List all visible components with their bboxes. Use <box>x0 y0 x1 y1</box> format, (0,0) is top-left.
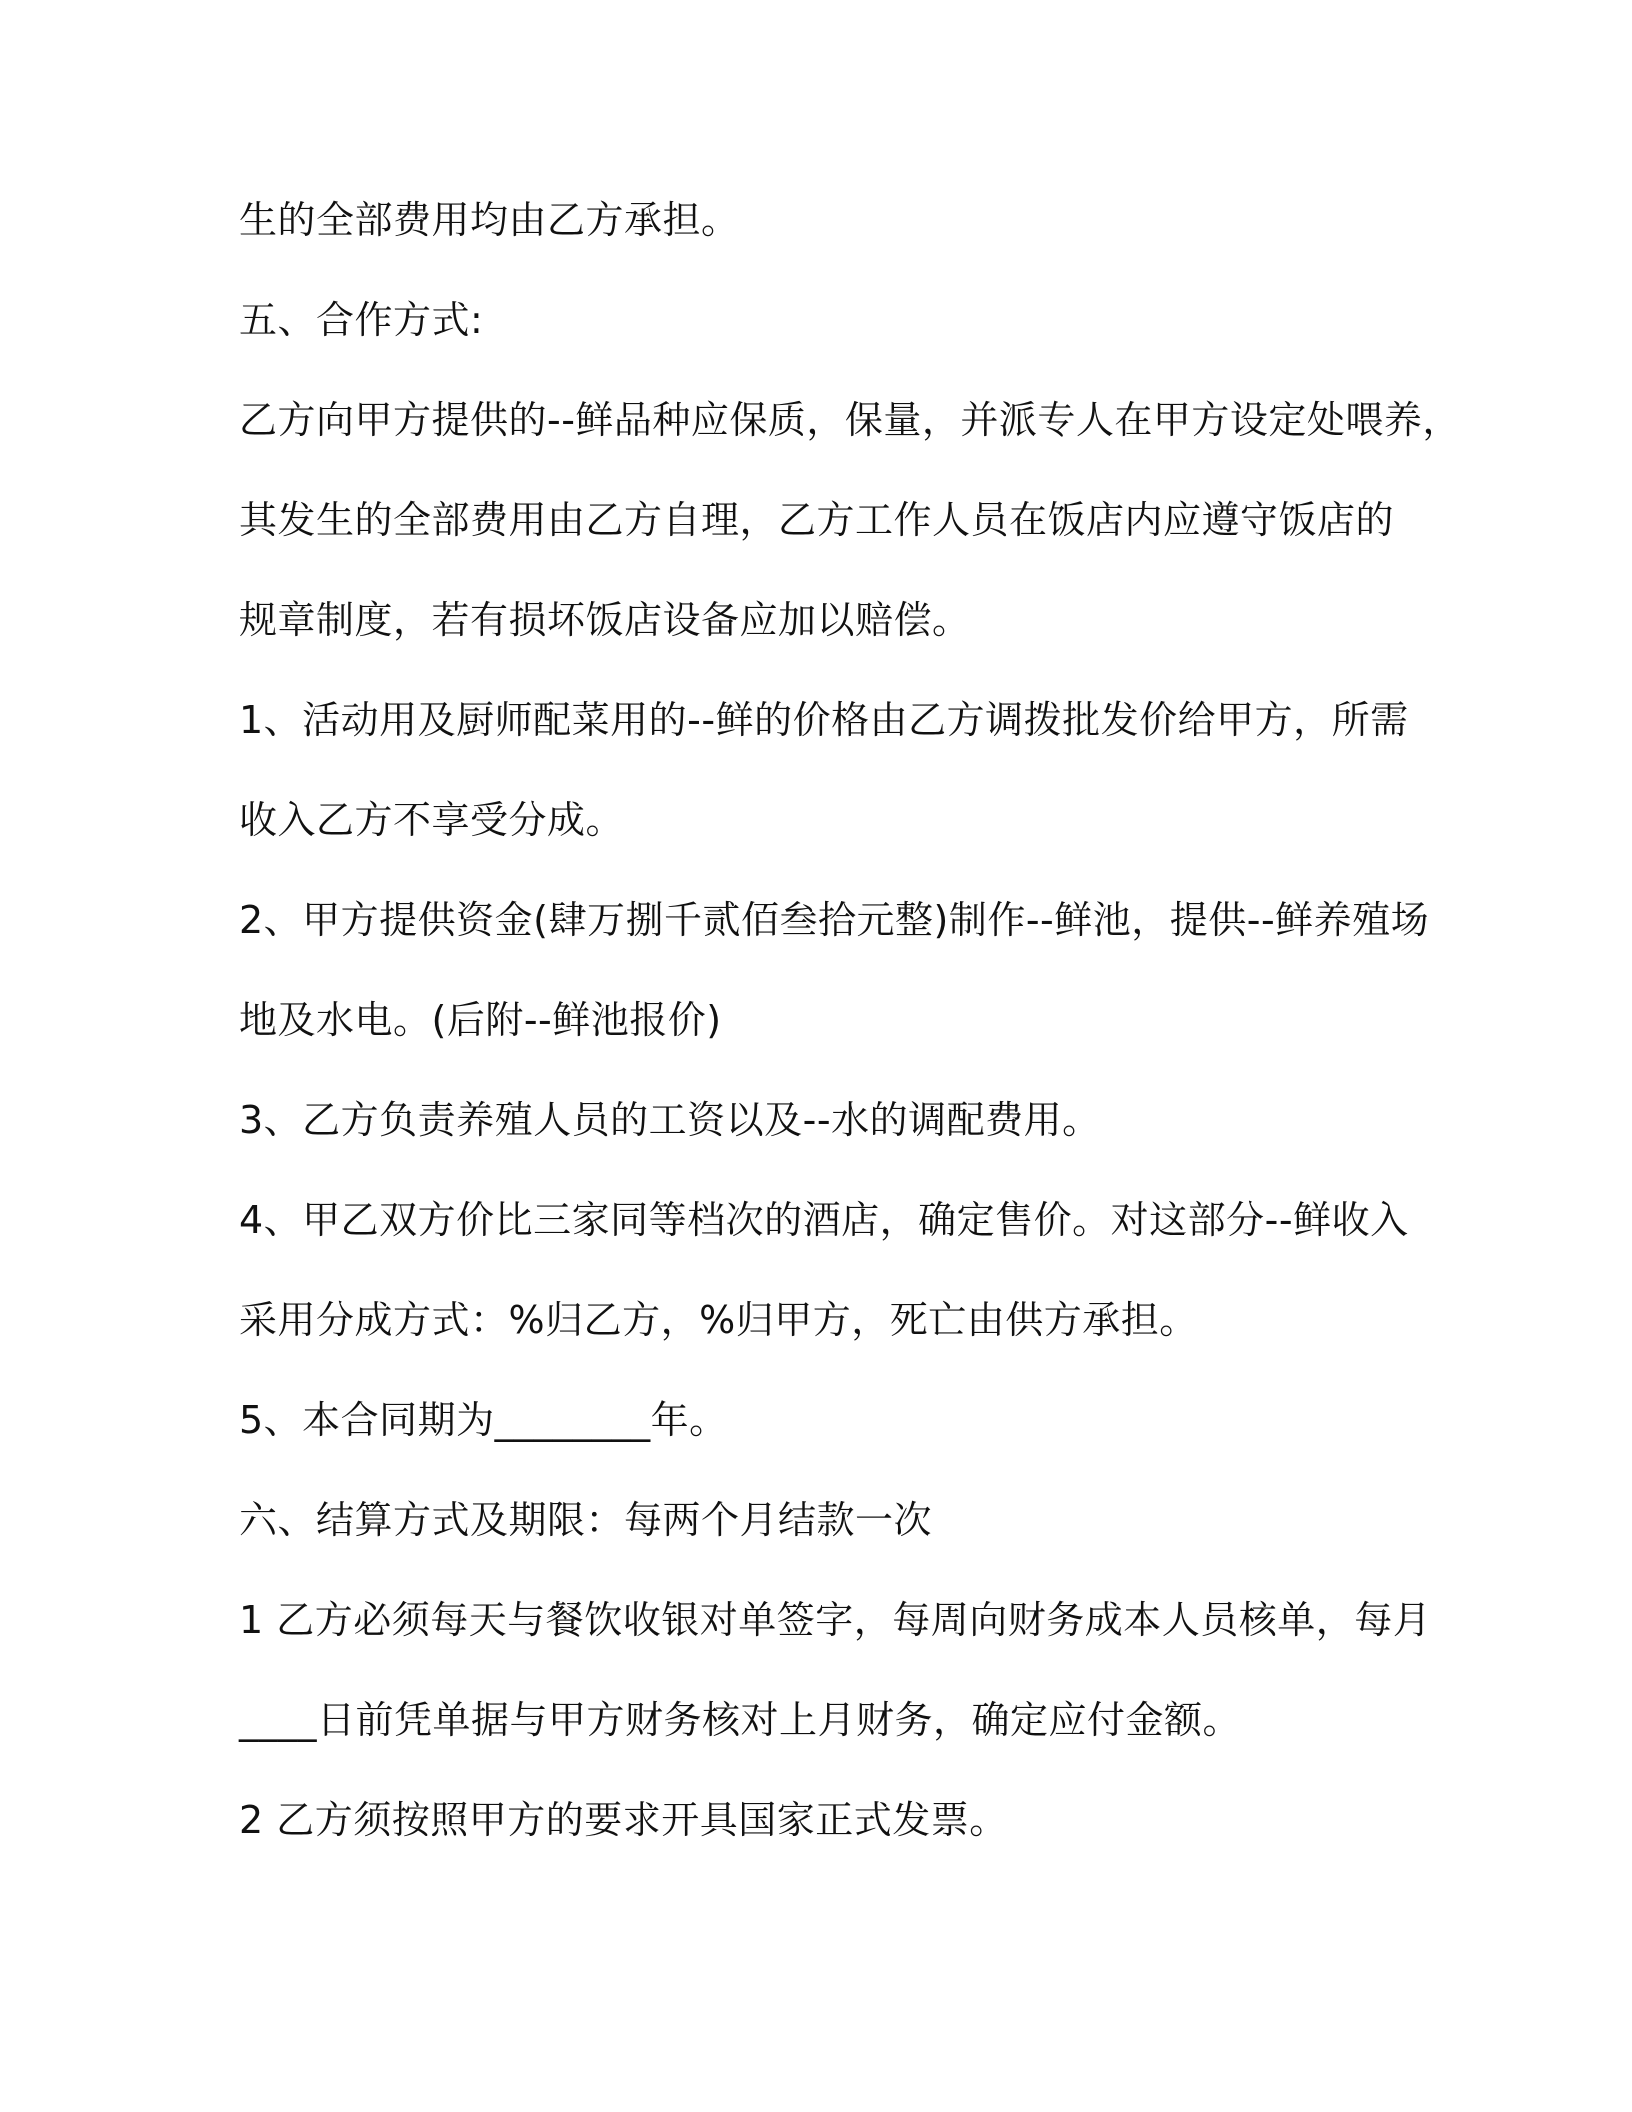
section-heading: 六、结算方式及期限：每两个月结款一次 <box>239 1498 933 1542</box>
paragraph-line: 采用分成方式：%归乙方，%归甲方，死亡由供方承担。 <box>239 1298 1198 1342</box>
list-item: 5、本合同期为________年。 <box>239 1398 728 1442</box>
list-item: 2 乙方须按照甲方的要求开具国家正式发票。 <box>239 1798 1008 1842</box>
list-item: 1 乙方必须每天与餐饮收银对单签字，每周向财务成本人员核单，每月 <box>239 1598 1432 1642</box>
paragraph-line: 规章制度，若有损坏饭店设备应加以赔偿。 <box>239 598 971 642</box>
paragraph-line: 乙方向甲方提供的--鲜品种应保质，保量，并派专人在甲方设定处喂养， <box>239 398 1461 442</box>
paragraph-line: 收入乙方不享受分成。 <box>239 798 625 842</box>
paragraph-line: 生的全部费用均由乙方承担。 <box>239 198 740 242</box>
paragraph-line: 地及水电。(后附--鲜池报价) <box>239 998 722 1042</box>
list-item: 1、活动用及厨师配菜用的--鲜的价格由乙方调拨批发价给甲方，所需 <box>239 698 1409 742</box>
section-heading: 五、合作方式: <box>239 298 484 342</box>
paragraph-line: ____日前凭单据与甲方财务核对上月财务，确定应付金额。 <box>239 1698 1242 1742</box>
list-item: 3、乙方负责养殖人员的工资以及--水的调配费用。 <box>239 1098 1101 1142</box>
list-item: 2、甲方提供资金(肆万捌千贰佰叁拾元整)制作--鲜池，提供--鲜养殖场 <box>239 898 1430 942</box>
list-item: 4、甲乙双方价比三家同等档次的酒店，确定售价。对这部分--鲜收入 <box>239 1198 1409 1242</box>
paragraph-line: 其发生的全部费用由乙方自理，乙方工作人员在饭店内应遵守饭店的 <box>239 498 1395 542</box>
